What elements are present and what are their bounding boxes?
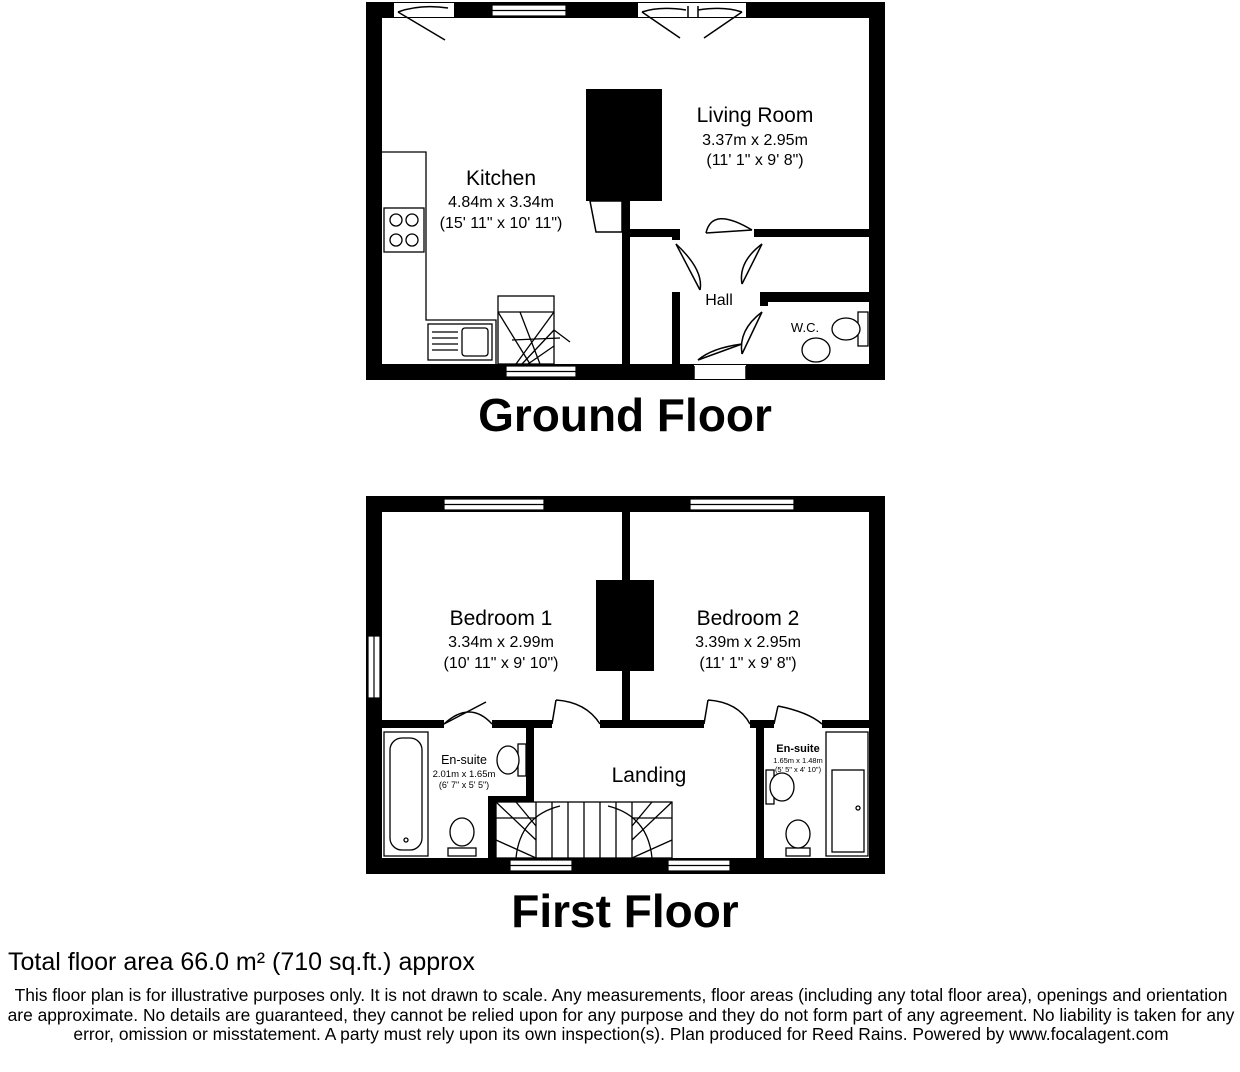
kitchen-name: Kitchen bbox=[465, 167, 537, 190]
kitchen-imperial: (15' 11" x 10' 11") bbox=[439, 215, 563, 232]
disclaimer-text: This floor plan is for illustrative purposes only. It is not drawn to scale. Any measurements, floor areas (including any total floor area), openings and orientation are approximate. No details are guaranteed, they cannot be relied upon for any purpose and they do not form part of any agreement. No liability is taken for any error, omission or misstatement. A party must rely upon its own inspection(s). Plan produced for Reed Rains. Powered by www.focalagent.com bbox=[7, 985, 1235, 1044]
ground-floor-internal-walls bbox=[622, 200, 872, 366]
chimney-breast bbox=[586, 89, 662, 201]
chimney-breast-upper bbox=[596, 580, 654, 671]
living-room-name: Living Room bbox=[696, 104, 814, 127]
ensuite1-imperial: (6' 7" x 5' 5") bbox=[438, 780, 490, 790]
bedroom1-imperial: (10' 11" x 9' 10") bbox=[443, 655, 559, 672]
living-room-metric: 3.37m x 2.95m bbox=[702, 132, 808, 149]
ensuite2-metric: 1.65m x 1.48m bbox=[773, 756, 823, 765]
sink-icon bbox=[428, 324, 492, 360]
first-floor-staircase bbox=[496, 802, 672, 858]
ground-floor-staircase bbox=[498, 296, 570, 364]
bedroom2-imperial: (11' 1" x 9' 8") bbox=[699, 655, 797, 672]
landing-name: Landing bbox=[611, 764, 687, 787]
total-floor-area: Total floor area 66.0 m² (710 sq.ft.) approx bbox=[8, 948, 475, 976]
hall-name: Hall bbox=[705, 292, 733, 309]
ensuite2-imperial: (5' 5" x 4' 10") bbox=[774, 765, 822, 774]
first-floor-plan bbox=[366, 496, 885, 874]
bedroom1-metric: 3.34m x 2.99m bbox=[448, 634, 554, 651]
bedroom2-name: Bedroom 2 bbox=[696, 607, 800, 630]
hob-icon bbox=[384, 208, 424, 252]
kitchen-metric: 4.84m x 3.34m bbox=[448, 194, 554, 211]
ground-floor-title: Ground Floor bbox=[478, 389, 772, 441]
wc-name: W.C. bbox=[790, 320, 820, 335]
bath-icon bbox=[384, 732, 428, 856]
ground-floor-doors bbox=[394, 3, 766, 379]
ensuite2-name: En-suite bbox=[776, 743, 820, 755]
bedroom2-metric: 3.39m x 2.95m bbox=[695, 634, 801, 651]
fireplace-hearth bbox=[590, 201, 622, 232]
ensuite1-name: En-suite bbox=[441, 753, 487, 767]
ensuite1-metric: 2.01m x 1.65m bbox=[432, 769, 496, 780]
bedroom1-name: Bedroom 1 bbox=[449, 607, 553, 630]
first-floor-title: First Floor bbox=[511, 885, 739, 937]
living-room-imperial: (11' 1" x 9' 8") bbox=[706, 152, 804, 169]
